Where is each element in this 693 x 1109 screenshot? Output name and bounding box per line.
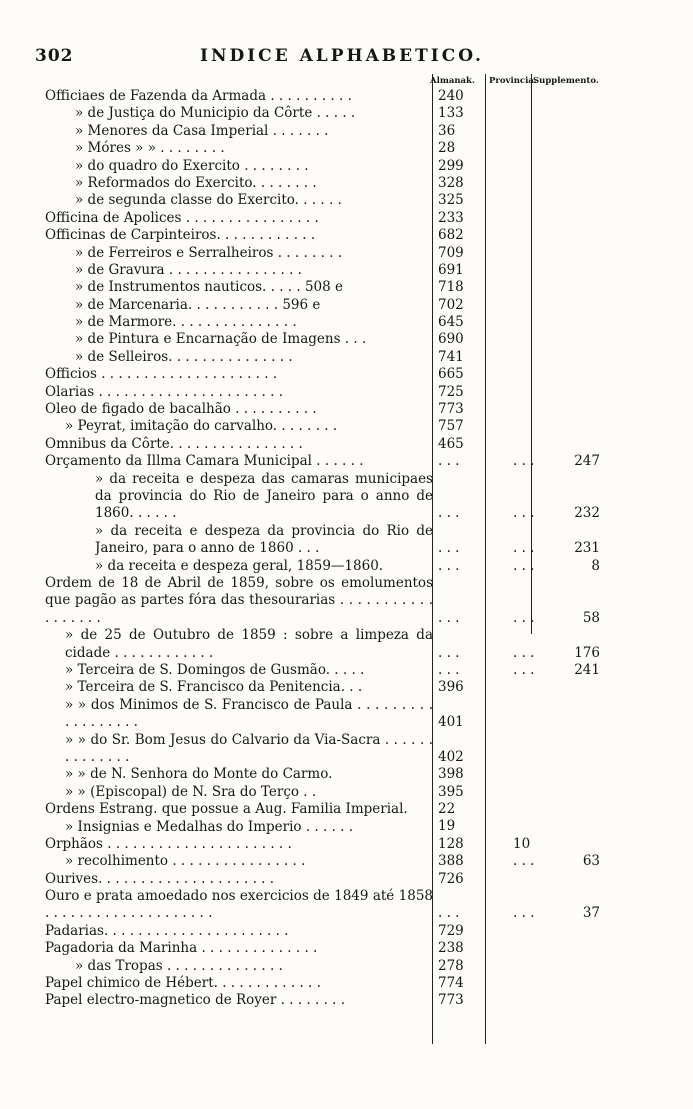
index-entry (45, 888, 615, 923)
entry-text: » Menores da Casa Imperial . . . . . . . (75, 122, 329, 139)
entry-text: Officina de Apolices . . . . . . . . . . . . . . . . (45, 209, 319, 226)
index-entry (45, 732, 615, 767)
entry-almanak-page: 36 (438, 122, 456, 139)
entry-text: Papel electro-magnetico de Royer . . . . . . . . (45, 992, 346, 1009)
entry-text: Padarias. . . . . . . . . . . . . . . . . . . . . . (45, 922, 289, 939)
entry-almanak-page: 240 (438, 87, 464, 104)
entry-supplemento-page: 232 (574, 505, 600, 522)
index-entry (45, 88, 615, 105)
entry-supplemento-page: 8 (591, 557, 600, 574)
entry-text: » » dos Minimos de S. Francisco de Paula . . . . . . . . . . . . . . . . . . (65, 696, 433, 731)
entry-supplemento-page: 58 (582, 609, 600, 626)
entry-almanak-page: 774 (438, 975, 464, 992)
entry-almanak-page: 725 (438, 383, 464, 400)
index-entry (45, 679, 615, 696)
entry-almanak-page: 741 (438, 348, 464, 365)
index-entry (45, 192, 615, 209)
entry-text: » do quadro do Exercito . . . . . . . . (75, 157, 309, 174)
index-entry (45, 558, 615, 575)
entry-almanak-page: 773 (438, 401, 464, 418)
index-entry (45, 227, 615, 244)
entry-almanak-page: 328 (438, 174, 464, 191)
index-entry (45, 158, 615, 175)
column-header-provincia: Provincia. (489, 76, 537, 86)
entry-text: » Reformados do Exercito. . . . . . . . (75, 174, 317, 191)
entry-text: » recolhimento . . . . . . . . . . . . . . . . (65, 853, 306, 870)
index-entry (45, 349, 615, 366)
index-entry (45, 314, 615, 331)
entry-provincia-page: . . . (513, 540, 535, 557)
entry-text: Orçamento da Illma Camara Municipal . . . . . . (45, 453, 364, 470)
entry-text: Officinas de Carpinteiros. . . . . . . . . . . . (45, 227, 316, 244)
index-entry (45, 766, 615, 783)
entry-provincia-page: . . . (513, 853, 535, 870)
entry-text: » » do Sr. Bom Jesus do Calvario da Via-Sacra . . . . . . . . . . . . . . (65, 731, 433, 765)
entry-text: Officiaes de Fazenda da Armada . . . . . . . . . . (45, 88, 352, 104)
entry-almanak-page: 645 (438, 314, 464, 331)
entry-almanak-page: 682 (438, 227, 464, 244)
entry-text: » » (Episcopal) de N. Sra do Terço . . (65, 783, 317, 800)
index-entry (45, 923, 615, 940)
entry-almanak-page: 726 (438, 870, 464, 887)
entry-text: Ordens Estrang. que possue a Aug. Familia Imperial. (45, 801, 408, 818)
entry-almanak-page: . . . (438, 505, 460, 522)
entry-text: Orphãos . . . . . . . . . . . . . . . . . . . . . . (45, 835, 292, 852)
entry-text: » de Marcenaria. . . . . . . . . . . 596 e (75, 296, 321, 313)
entry-text: Omnibus da Côrte. . . . . . . . . . . . . . . . (45, 435, 303, 452)
index-entries (45, 88, 615, 1010)
entry-almanak-page: 773 (438, 992, 464, 1009)
index-entry (45, 175, 615, 192)
entry-provincia-page: . . . (513, 644, 535, 661)
index-entry (45, 836, 615, 853)
entry-almanak-page: 402 (438, 748, 464, 765)
index-entry (45, 871, 615, 888)
index-entry (45, 401, 615, 418)
entry-text: » da receita e despeza geral, 1859—1860. (95, 557, 384, 574)
entry-text: » Terceira de S. Domingos de Gusmão. . . . . (65, 661, 365, 678)
entry-almanak-page: 395 (438, 783, 464, 800)
entry-text: Oleo de figado de bacalhão . . . . . . . . . . (45, 401, 317, 418)
entry-almanak-page: 388 (438, 853, 464, 870)
entry-almanak-page: 691 (438, 261, 464, 278)
index-entry (45, 331, 615, 348)
entry-text: » de Marmore. . . . . . . . . . . . . . . (75, 314, 297, 331)
entry-text: Ourives. . . . . . . . . . . . . . . . . . . . . (45, 870, 275, 887)
entry-supplemento-page: 176 (574, 644, 600, 661)
entry-text: » de Gravura . . . . . . . . . . . . . . . . (75, 261, 302, 278)
entry-text: » das Tropas . . . . . . . . . . . . . . (75, 957, 283, 974)
entry-almanak-page: . . . (438, 609, 460, 626)
entry-supplemento-page: 247 (574, 453, 600, 470)
entry-almanak-page: . . . (438, 557, 460, 574)
entry-almanak-page: . . . (438, 905, 460, 922)
page-title: INDICE ALPHABETICO. (200, 46, 484, 66)
entry-text: Papel chimico de Hébert. . . . . . . . . . . . . (45, 975, 321, 992)
index-entry (45, 697, 615, 732)
index-entry (45, 940, 615, 957)
index-entry (45, 105, 615, 122)
entry-almanak-page: 278 (438, 957, 464, 974)
entry-text: » » de N. Senhora do Monte do Carmo. (65, 766, 333, 783)
entry-almanak-page: 398 (438, 766, 464, 783)
entry-almanak-page: 690 (438, 331, 464, 348)
entry-almanak-page: 238 (438, 940, 464, 957)
index-entry (45, 262, 615, 279)
entry-almanak-page: 22 (438, 801, 456, 818)
entry-provincia-page: . . . (513, 453, 535, 470)
entry-almanak-page: 757 (438, 418, 464, 435)
index-entry (45, 245, 615, 262)
index-entry (45, 471, 615, 523)
entry-text: » de segunda classe do Exercito. . . . . . (75, 192, 342, 209)
entry-supplemento-page: 63 (582, 853, 600, 870)
entry-almanak-page: 465 (438, 435, 464, 452)
entry-text: Ouro e prata amoedado nos exercicios de 1849 até 1858 . . . . . . . . . . . . . . . . . . . . (45, 888, 433, 922)
index-entry (45, 436, 615, 453)
entry-almanak-page: 233 (438, 209, 464, 226)
entry-almanak-page: 299 (438, 157, 464, 174)
entry-almanak-page: . . . (438, 661, 460, 678)
entry-text: » Insignias e Medalhas do Imperio . . . . . . (65, 818, 354, 835)
entry-almanak-page: 133 (438, 105, 464, 122)
entry-provincia-page: . . . (513, 557, 535, 574)
index-entry (45, 662, 615, 679)
entry-supplemento-page: 231 (574, 540, 600, 557)
column-header-almanak: Almanak. (430, 76, 475, 86)
index-entry (45, 279, 615, 296)
page-number: 302 (35, 46, 74, 66)
entry-text: » Peyrat, imitação do carvalho. . . . . . . . (65, 418, 338, 435)
entry-almanak-page: 128 (438, 835, 464, 852)
entry-text: Ordem de 18 de Abril de 1859, sobre os emolumentos que pagão as partes fóra das thesourarias . . . . . . . . . . . . . . . . . . (45, 574, 433, 626)
entry-text: Olarias . . . . . . . . . . . . . . . . . . . . . . (45, 383, 283, 400)
entry-almanak-page: . . . (438, 453, 460, 470)
entry-supplemento-page: 37 (582, 905, 600, 922)
column-header-supplemento: Supplemento. (533, 76, 599, 86)
entry-text: » de Justiça do Municipio da Côrte . . . . . (75, 105, 356, 122)
index-entry (45, 975, 615, 992)
entry-text: » de Instrumentos nauticos. . . . . 508 e (75, 279, 344, 296)
entry-almanak-page: 729 (438, 922, 464, 939)
index-entry (45, 210, 615, 227)
index-entry (45, 575, 615, 627)
index-entry (45, 819, 615, 836)
entry-almanak-page: . . . (438, 644, 460, 661)
index-entry (45, 523, 615, 558)
entry-almanak-page: 401 (438, 714, 464, 731)
entry-text: » de Pintura e Encarnação de Imagens . . . (75, 331, 367, 348)
entry-text: Pagadoria da Marinha . . . . . . . . . . . . . . (45, 940, 318, 957)
entry-text: » Móres » » . . . . . . . . (75, 140, 225, 157)
entry-almanak-page: 709 (438, 244, 464, 261)
entry-supplemento-page: 241 (574, 661, 600, 678)
entry-almanak-page: 19 (438, 818, 456, 835)
entry-provincia-page: . . . (513, 661, 535, 678)
entry-provincia-page: 10 (513, 835, 531, 852)
index-entry (45, 366, 615, 383)
entry-almanak-page: 702 (438, 296, 464, 313)
entry-almanak-page: 325 (438, 192, 464, 209)
index-entry (45, 384, 615, 401)
index-entry (45, 992, 615, 1009)
entry-text: » de Ferreiros e Serralheiros . . . . . . . . (75, 244, 343, 261)
index-entry (45, 853, 615, 870)
index-entry (45, 140, 615, 157)
entry-provincia-page: . . . (513, 905, 535, 922)
entry-text: » da receita e despeza das camaras municipaes da provincia do Rio de Janeiro para o anno de 1860. . . . . . (95, 470, 433, 522)
entry-text: » de 25 de Outubro de 1859 : sobre a limpeza da cidade . . . . . . . . . . . . (65, 627, 433, 661)
index-entry (45, 958, 615, 975)
entry-almanak-page: 718 (438, 279, 464, 296)
index-entry (45, 297, 615, 314)
entry-text: » de Selleiros. . . . . . . . . . . . . . . (75, 348, 293, 365)
index-entry (45, 784, 615, 801)
entry-text: » Terceira de S. Francisco da Penitencia. . . (65, 679, 363, 696)
entry-text: Officios . . . . . . . . . . . . . . . . . . . . . (45, 366, 278, 383)
index-entry (45, 123, 615, 140)
entry-almanak-page: 396 (438, 679, 464, 696)
entry-provincia-page: . . . (513, 505, 535, 522)
entry-almanak-page: 665 (438, 366, 464, 383)
index-entry (45, 418, 615, 435)
index-entry (45, 453, 615, 470)
index-entry (45, 801, 615, 818)
entry-provincia-page: . . . (513, 609, 535, 626)
index-entry (45, 627, 615, 662)
entry-almanak-page: . . . (438, 540, 460, 557)
entry-almanak-page: 28 (438, 140, 456, 157)
entry-text: » da receita e despeza da provincia do Rio de Janeiro, para o anno de 1860 . . . (95, 522, 433, 557)
